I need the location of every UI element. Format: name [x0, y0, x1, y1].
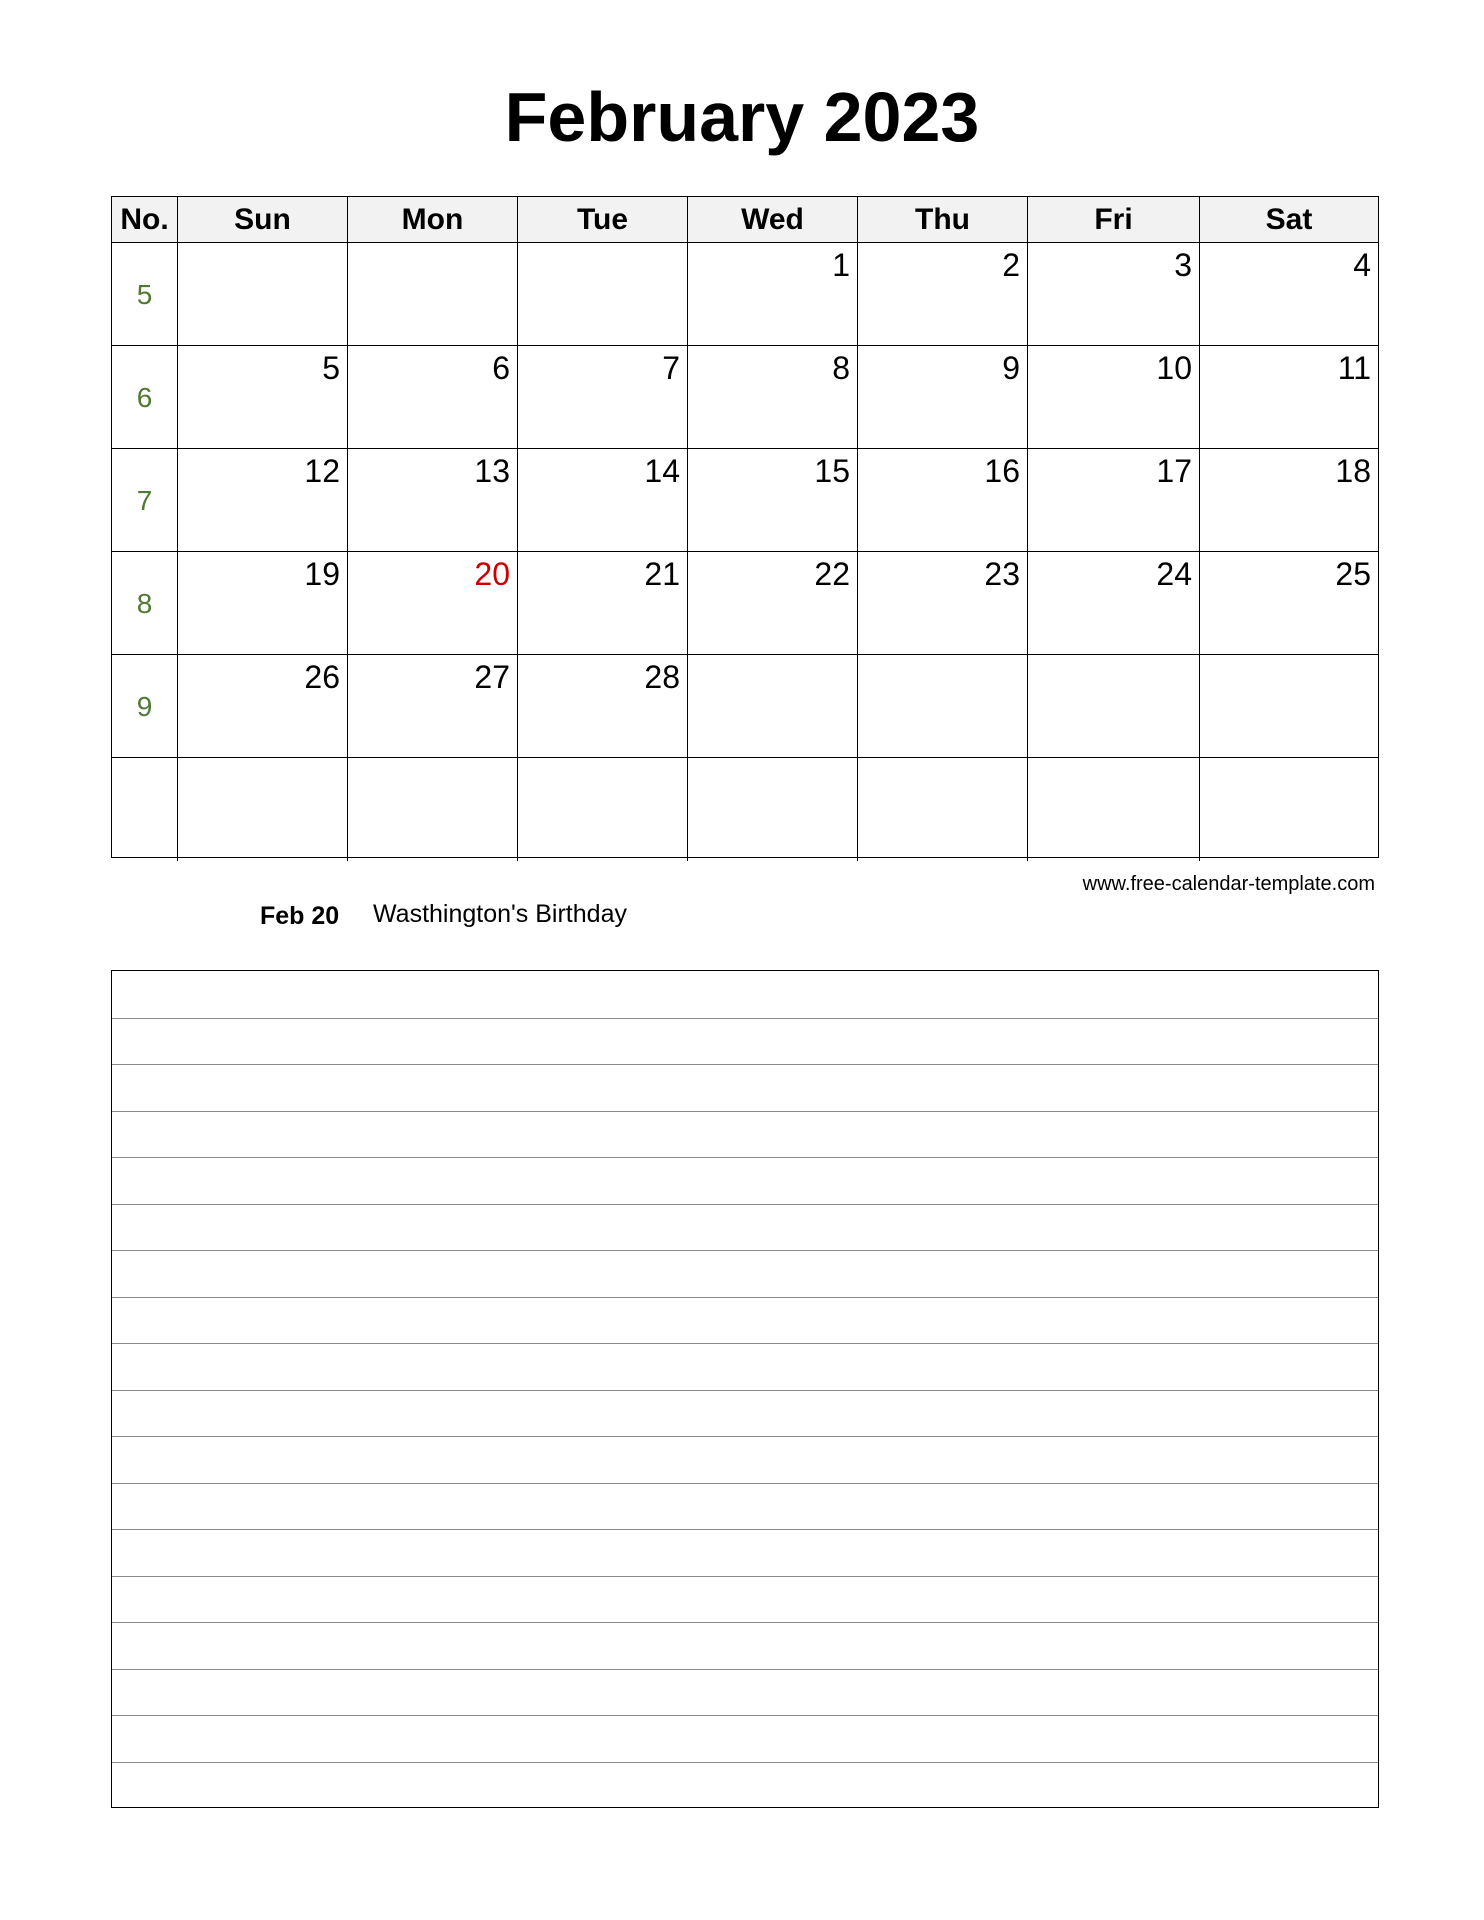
note-line — [112, 1436, 1378, 1437]
day-cell[interactable] — [518, 346, 688, 448]
week-number: 5 — [112, 243, 178, 345]
day-cell[interactable] — [348, 449, 518, 551]
day-number: 9 — [1002, 350, 1020, 386]
day-cell[interactable] — [348, 552, 518, 654]
day-cell[interactable] — [1200, 346, 1378, 448]
header-sat: Sat — [1265, 203, 1313, 236]
note-line — [112, 1157, 1378, 1158]
day-cell[interactable] — [348, 346, 518, 448]
day-cell[interactable] — [688, 758, 858, 861]
day-cell[interactable] — [688, 346, 858, 448]
day-cell[interactable] — [858, 243, 1028, 345]
day-number: 26 — [304, 659, 340, 695]
day-cell[interactable] — [1028, 449, 1200, 551]
note-line — [112, 1576, 1378, 1577]
day-cell[interactable] — [178, 449, 348, 551]
week-row — [112, 346, 1378, 449]
day-number: 27 — [474, 659, 510, 695]
note-line — [112, 1669, 1378, 1670]
day-number: 19 — [304, 556, 340, 592]
day-cell[interactable] — [518, 758, 688, 861]
day-number: 3 — [1174, 247, 1192, 283]
day-number: 10 — [1156, 350, 1192, 386]
day-cell[interactable] — [348, 758, 518, 861]
day-cell[interactable] — [1028, 552, 1200, 654]
day-cell[interactable] — [348, 655, 518, 757]
day-cell[interactable] — [178, 655, 348, 757]
day-cell[interactable] — [858, 655, 1028, 757]
day-number: 4 — [1353, 247, 1371, 283]
header-thu: Thu — [858, 197, 1028, 243]
day-cell[interactable] — [518, 552, 688, 654]
day-cell[interactable] — [1200, 243, 1378, 345]
header-sun: Sun — [178, 197, 348, 243]
day-cell[interactable] — [688, 552, 858, 654]
day-cell[interactable] — [688, 449, 858, 551]
day-number: 21 — [644, 556, 680, 592]
week-number: 8 — [112, 552, 178, 654]
week-row — [112, 552, 1378, 655]
note-line — [112, 1483, 1378, 1484]
note-line — [112, 1204, 1378, 1205]
day-number: 24 — [1156, 556, 1192, 592]
day-number: 28 — [644, 659, 680, 695]
calendar-title: February 2023 — [504, 78, 980, 156]
day-cell[interactable] — [1028, 243, 1200, 345]
day-number: 15 — [814, 453, 850, 489]
week-row — [112, 758, 1378, 861]
day-cell[interactable] — [1200, 758, 1378, 861]
week-row — [112, 655, 1378, 758]
header-mon: Mon — [348, 197, 518, 243]
day-cell[interactable] — [348, 243, 518, 345]
week-row — [112, 449, 1378, 552]
note-line — [112, 1343, 1378, 1344]
calendar-header-row — [112, 197, 1378, 243]
header-week-no: No. — [112, 197, 178, 243]
day-cell[interactable] — [688, 243, 858, 345]
note-line — [112, 1715, 1378, 1716]
day-number: 23 — [984, 556, 1020, 592]
day-cell[interactable] — [1200, 552, 1378, 654]
day-number: 2 — [1002, 247, 1020, 283]
header-wed: Wed — [688, 197, 858, 243]
note-line — [112, 1064, 1378, 1065]
website-credit: www.free-calendar-template.com — [1082, 873, 1375, 895]
note-line — [112, 1622, 1378, 1623]
note-line — [112, 1762, 1378, 1763]
day-cell[interactable] — [1028, 758, 1200, 861]
day-number: 25 — [1335, 556, 1371, 592]
day-number: 7 — [662, 350, 680, 386]
day-cell[interactable] — [858, 346, 1028, 448]
day-cell[interactable] — [178, 758, 348, 861]
day-number: 16 — [984, 453, 1020, 489]
note-line — [112, 1390, 1378, 1391]
day-number: 6 — [492, 350, 510, 386]
day-cell[interactable] — [178, 243, 348, 345]
day-number: 1 — [832, 247, 850, 283]
note-line — [112, 1529, 1378, 1530]
note-line — [112, 1018, 1378, 1019]
calendar-grid — [111, 196, 1379, 858]
day-cell[interactable] — [178, 346, 348, 448]
week-row — [112, 243, 1378, 346]
header-fri: Fri — [1028, 197, 1200, 243]
notes-area[interactable] — [111, 970, 1379, 1808]
day-cell[interactable] — [1200, 449, 1378, 551]
day-number: 11 — [1337, 350, 1371, 386]
holiday-date: Feb 20 — [260, 902, 340, 930]
day-number: 5 — [322, 350, 340, 386]
day-number: 22 — [814, 556, 850, 592]
day-cell[interactable] — [518, 655, 688, 757]
day-cell[interactable] — [1028, 655, 1200, 757]
day-number: 8 — [832, 350, 850, 386]
header-tue: Tue — [518, 197, 688, 243]
holiday-name: Wasthington's Birthday — [373, 900, 627, 928]
week-number: 7 — [112, 449, 178, 551]
day-cell[interactable] — [518, 449, 688, 551]
day-cell[interactable] — [178, 552, 348, 654]
day-cell[interactable] — [1028, 346, 1200, 448]
day-cell[interactable] — [858, 758, 1028, 861]
day-number: 13 — [474, 453, 510, 489]
day-number: 20 — [474, 556, 510, 592]
week-number: 6 — [112, 346, 178, 448]
day-number: 12 — [304, 453, 340, 489]
day-cell[interactable] — [858, 552, 1028, 654]
day-number: 18 — [1335, 453, 1371, 489]
day-cell[interactable] — [858, 449, 1028, 551]
week-number — [112, 758, 178, 861]
note-line — [112, 1297, 1378, 1298]
note-line — [112, 1250, 1378, 1251]
day-cell[interactable] — [518, 243, 688, 345]
day-number: 14 — [644, 453, 680, 489]
day-cell[interactable] — [1200, 655, 1378, 757]
week-number: 9 — [112, 655, 178, 757]
day-cell[interactable] — [688, 655, 858, 757]
day-number: 17 — [1156, 453, 1192, 489]
note-line — [112, 1111, 1378, 1112]
